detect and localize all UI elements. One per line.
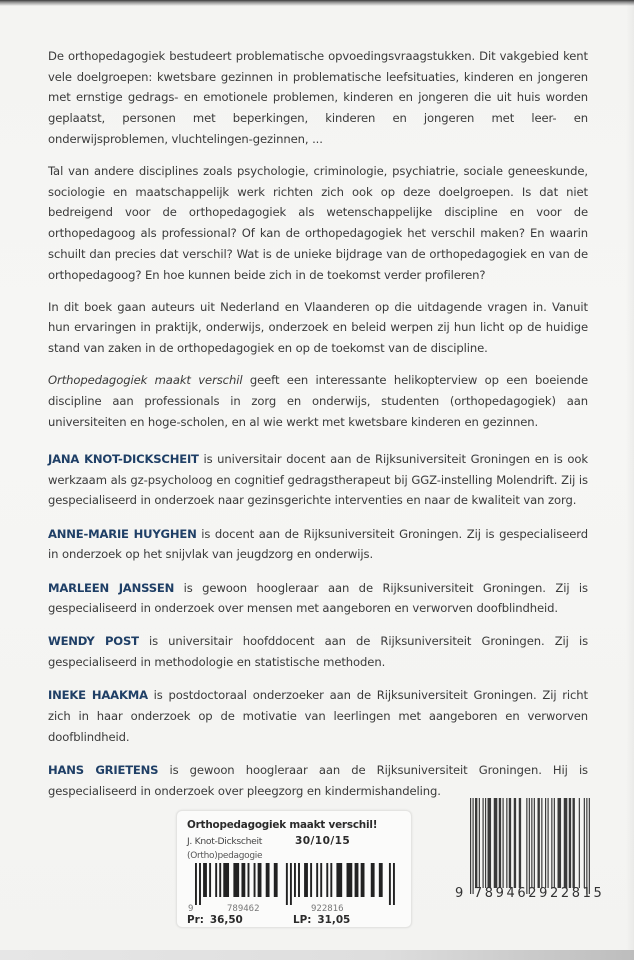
barcode-bar: [233, 863, 239, 897]
barcode-bar: [304, 863, 308, 897]
barcode-bar: [573, 798, 575, 888]
sticker-barcode: [195, 863, 395, 905]
isbn-lead-digit: 9: [455, 886, 466, 901]
barcode-bar: [470, 798, 471, 894]
author-bio-text: is postdoctoraal onderzoeker aan de Rijksuniversiteit Groningen. Zij richt zich in haar onderzoek op de motivatie van leerlingen met aangeboren en verworven doofblindheid.: [48, 688, 588, 744]
barcode-bar: [475, 798, 477, 888]
barcode-bar: [336, 863, 342, 897]
barcode-bar: [514, 798, 516, 888]
barcode-bar: [519, 798, 521, 888]
author-bio: [48, 524, 588, 565]
blurb-paragraph-2: Tal van andere disciplines zoals psychologie, criminologie, psychiatrie, sociale geneeskunde, sociologie en maatschappelijk werk richten zich ook op deze doelgroepen. Is dat niet bedreigend voor de orthopedagogiek als wetenschappelijke discipline en voor de orthopedagoog als professional? Of kan de orthopedagogiek het verschil maken? En waarin schuilt dan precies dat verschil? Wat is de unieke bijdrage van de orthopedagogiek en van de orthopedagoog? En hoe kunnen beide zich in de toekomst verder profileren?: [48, 164, 588, 282]
barcode-bar: [551, 798, 552, 888]
sticker-barcode-left-digits: 789462: [227, 904, 260, 914]
page-bottom-shade: [0, 950, 634, 960]
barcode-bar: [545, 798, 546, 888]
author-bios: [48, 449, 588, 814]
barcode-bar: [266, 863, 270, 897]
barcode-bar: [584, 798, 585, 888]
author-bio: [48, 578, 588, 619]
price-value: 36,50: [209, 914, 243, 926]
barcode-bar: [494, 798, 498, 888]
barcode-bar: [538, 798, 540, 888]
barcode-bar: [219, 863, 221, 897]
sticker-price: [187, 914, 243, 926]
barcode-bar: [589, 798, 590, 894]
barcode-bar: [379, 863, 383, 897]
blurb-paragraph-4-rest: geeft een interessante helikopterview op een boeiende discipline aan professionals in zorg en onderwijs, studenten (orthopedagogiek) aan universiteiten en hoge-scholen, en al wie werkt met kwetsbare kinderen en gezinnen.: [48, 373, 588, 429]
barcode-bar: [579, 798, 580, 888]
barcode-bar: [215, 863, 217, 897]
barcode-bar: [564, 798, 568, 888]
barcode-bar: [393, 863, 395, 905]
barcode-bar: [534, 798, 535, 888]
barcode-bar: [529, 798, 530, 894]
barcode-bar: [361, 863, 365, 897]
barcode-bar: [558, 798, 562, 888]
barcode-bar: [248, 863, 250, 897]
barcode-bar: [310, 863, 312, 897]
author-name: MARLEEN JANSSEN: [48, 580, 175, 595]
barcode-bar: [499, 798, 501, 888]
sticker-category: (Ortho)pedagogie: [187, 851, 263, 861]
price-label: Pr:: [187, 914, 204, 926]
barcode-bar: [569, 798, 571, 888]
price-sticker: [176, 810, 412, 928]
barcode-bar: [541, 798, 542, 888]
author-bio-text: is universitair docent aan de Rijksuniversiteit Groningen en is ook werkzaam als gz-psycholoog en cognitief gedragstherapeut bij GGZ-instelling Molendrift. Zij is gespecialiseerd in onderzoek naar gezinsgerichte interventies en naar de kwaliteit van zorg.: [48, 452, 588, 508]
barcode-bar: [509, 798, 511, 888]
isbn-digits: 789462922815: [473, 886, 605, 901]
sticker-title: Orthopedagogiek maakt verschil!: [187, 819, 378, 831]
author-name: INEKE HAAKMA: [48, 688, 148, 703]
barcode-bar: [473, 798, 474, 894]
barcode-bar: [223, 863, 229, 897]
barcode-bar: [320, 863, 322, 897]
blurb-paragraph-1: De orthopedagogiek bestudeert problematische opvoedingsvraagstukken. Dit vakgebied kent vele doelgroepen: kwetsbare gezinnen in problematische leefsituaties, kinderen en jongeren met ernstige gedrags- en emotionele problemen, kinderen en jongeren die uit huis worden geplaatst, personen met beperkingen, kinderen en jongeren met leer- en onderwijsproblemen, vluchtelingen-gezinnen, ...: [48, 49, 588, 146]
barcode-bar: [195, 863, 197, 905]
page-edge-shade: [626, 0, 634, 960]
barcode-bar: [485, 798, 486, 888]
barcode-bar: [355, 863, 359, 897]
barcode-bar: [316, 863, 318, 897]
barcode-bar: [330, 863, 332, 897]
barcode-bar: [483, 798, 484, 888]
author-name: JANA KNOT-DICKSCHEIT: [48, 452, 199, 466]
book-title-italic: Orthopedagogiek maakt verschil: [48, 373, 243, 388]
author-name: WENDY POST: [48, 634, 139, 649]
barcode-bar: [326, 863, 328, 897]
barcode-bar: [531, 798, 532, 888]
barcode-bar: [241, 863, 245, 897]
blurb-paragraph-4: [48, 370, 588, 432]
barcode-bar: [209, 863, 211, 897]
sticker-date: 30/10/15: [295, 835, 351, 847]
barcode-bar: [258, 863, 262, 897]
author-name: HANS GRIETENS: [48, 762, 159, 777]
isbn-barcode: [470, 798, 590, 894]
author-bio-text: is docent aan de Rijksuniversiteit Groningen. Zij is gespecialiseerd in onderzoek op het snijvlak van jeugdzorg en onderwijs.: [48, 526, 588, 562]
barcode-bar: [347, 863, 353, 897]
barcode-bar: [548, 798, 549, 888]
barcode-bar: [199, 863, 201, 905]
barcode-bar: [254, 863, 256, 897]
author-bio: [48, 449, 588, 511]
sticker-barcode-right-digits: 922816: [311, 904, 344, 914]
author-bio-text: is gewoon hoogleraar aan de Rijksuniversiteit Groningen. Hij is gespecialiseerd in onderzoek over pleegzorg en kindermishandeling.: [48, 762, 588, 798]
barcode-bar: [294, 863, 296, 897]
blurb: [48, 46, 588, 432]
barcode-bar: [526, 798, 527, 894]
sticker-author: J. Knot-Dickscheit: [187, 836, 263, 847]
author-name: ANNE-MARIE HUYGHEN: [48, 526, 197, 541]
barcode-bar: [286, 863, 288, 905]
author-bio-text: is universitair hoofddocent aan de Rijksuniversiteit Groningen. Zij is gespecialiseerd in methodologie en statistische methoden.: [48, 634, 589, 670]
barcode-bar: [274, 863, 278, 897]
sticker-list-price: [293, 914, 350, 926]
barcode-bar: [488, 798, 492, 888]
list-price-label: LP:: [293, 914, 312, 926]
list-price-value: 31,05: [317, 914, 351, 926]
author-bio-text: is gewoon hoogleraar aan de Rijksuniversiteit Groningen. Zij is gespecialiseerd in onderzoek over mensen met aangeboren en verworven doofblindheid.: [48, 580, 588, 616]
isbn-number: [455, 886, 604, 901]
author-bio: [48, 685, 588, 747]
barcode-bar: [503, 798, 504, 888]
barcode-bar: [298, 863, 300, 897]
barcode-bar: [203, 863, 207, 897]
author-bio: [48, 760, 588, 801]
barcode-bar: [479, 798, 480, 888]
barcode-bar: [506, 798, 507, 888]
barcode-bar: [554, 798, 555, 888]
sticker-barcode-lead-digit: 9: [188, 904, 194, 914]
barcode-bar: [371, 863, 375, 897]
barcode-bar: [290, 863, 292, 905]
barcode-bar: [586, 798, 587, 894]
blurb-paragraph-3: In dit boek gaan auteurs uit Nederland en Vlaanderen op die uitdagende vragen in. Vanuit hun ervaringen in praktijk, onderwijs, onderzoek en beleid werpen zij hun licht op de huidige stand van zaken in de orthopedagogiek en op de toekomst van de discipline.: [48, 299, 588, 356]
barcode-bar: [389, 863, 391, 905]
author-bio: [48, 631, 588, 672]
